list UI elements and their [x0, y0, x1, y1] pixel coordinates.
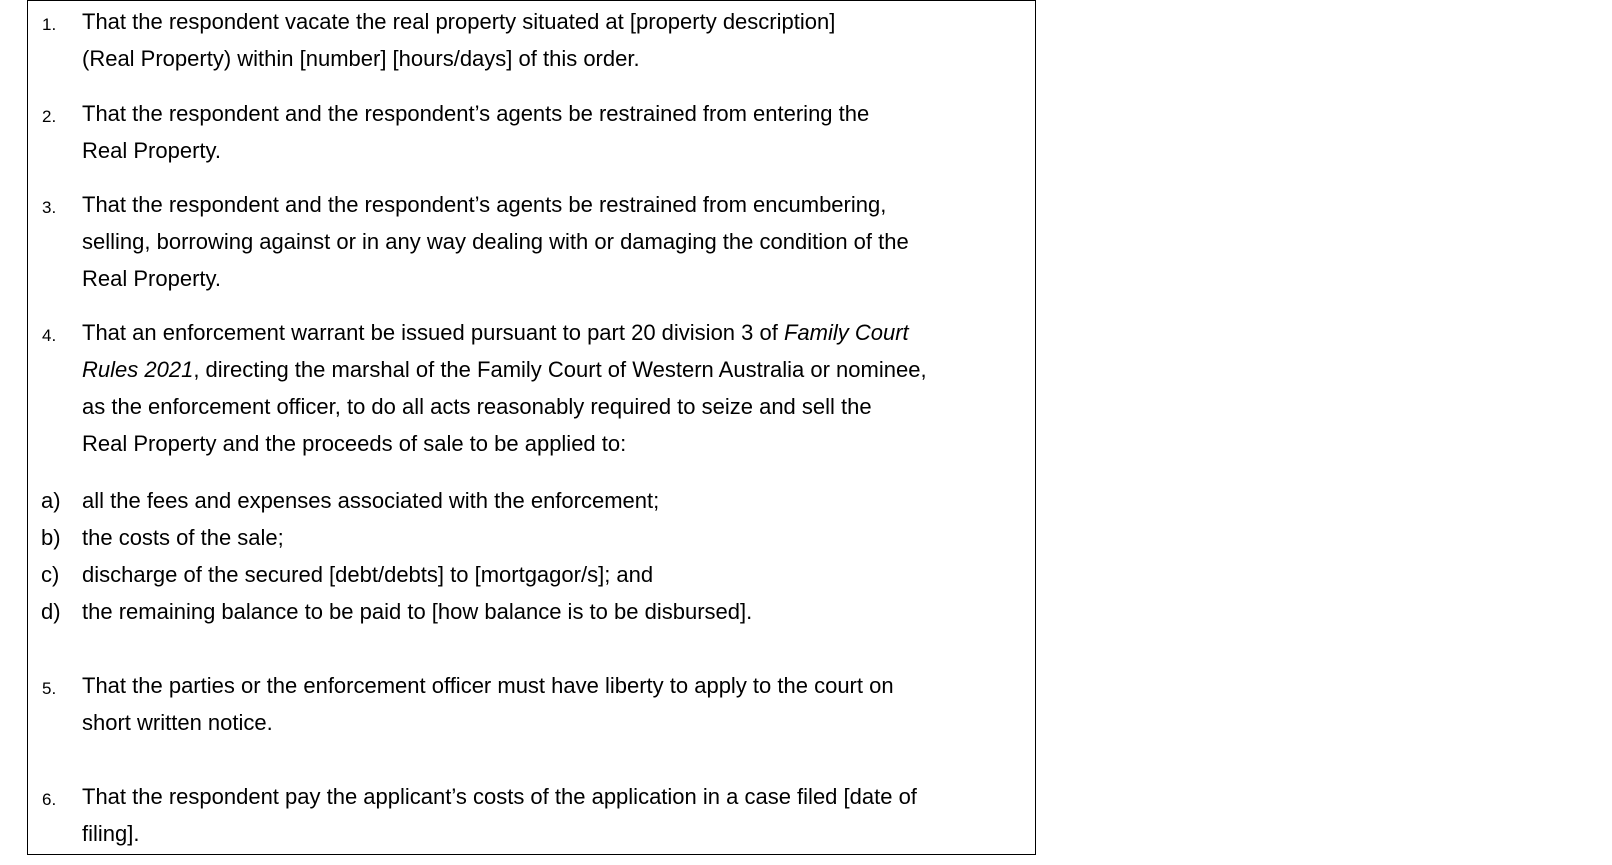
sub-item-text: the costs of the sale; [82, 525, 284, 550]
order-text [82, 314, 1022, 462]
order-line: filing]. [82, 821, 140, 846]
order-line: That the parties or the enforcement officer must have liberty to apply to the court on [82, 673, 894, 698]
order-text [82, 778, 1022, 852]
order-line [82, 314, 1022, 351]
order-line: Real Property. [82, 138, 221, 163]
order-line-text: , directing the marshal of the Family Court of Western Australia or nominee, [193, 357, 927, 382]
order-number: 6. [42, 790, 57, 809]
sub-item-text: the remaining balance to be paid to [how balance is to be disbursed]. [82, 599, 753, 624]
sub-item-label: d) [41, 599, 61, 624]
order-number: 4. [42, 326, 57, 345]
sub-item-text: all the fees and expenses associated with the enforcement; [82, 488, 660, 513]
order-text [82, 667, 1022, 741]
order-line: That the respondent and the respondent’s agents be restrained from entering the [82, 101, 870, 126]
order-line: Real Property and the proceeds of sale to be applied to: [82, 431, 627, 456]
order-number: 1. [42, 15, 57, 34]
order-text [82, 186, 1022, 297]
order-line: (Real Property) within [number] [hours/days] of this order. [82, 46, 640, 71]
legislation-title-part: Family Court [783, 320, 909, 345]
order-line: That the respondent pay the applicant’s costs of the application in a case filed [date of [82, 784, 917, 809]
order-line [82, 351, 1022, 388]
order-line: That the respondent and the respondent’s agents be restrained from encumbering, [82, 192, 887, 217]
order-line-text: That an enforcement warrant be issued pursuant to part 20 division 3 of [82, 320, 784, 345]
order-line: short written notice. [82, 710, 273, 735]
order-number: 5. [42, 679, 57, 698]
order-line: That the respondent vacate the real property situated at [property description] [82, 9, 836, 34]
sub-item-text: discharge of the secured [debt/debts] to [mortgagor/s]; and [82, 562, 654, 587]
sub-item-label: c) [41, 562, 60, 587]
legislation-title-part: Rules 2021 [82, 357, 194, 382]
order-text [82, 95, 1022, 169]
order-number: 3. [42, 198, 57, 217]
order-line: selling, borrowing against or in any way dealing with or damaging the condition of the [82, 229, 909, 254]
sub-item-label: a) [41, 488, 61, 513]
order-line: Real Property. [82, 266, 221, 291]
sub-item-label: b) [41, 525, 61, 550]
order-number: 2. [42, 107, 57, 126]
order-text [82, 3, 1022, 77]
order-line: as the enforcement officer, to do all acts reasonably required to seize and sell the [82, 394, 872, 419]
orders-document-box [27, 0, 1036, 855]
